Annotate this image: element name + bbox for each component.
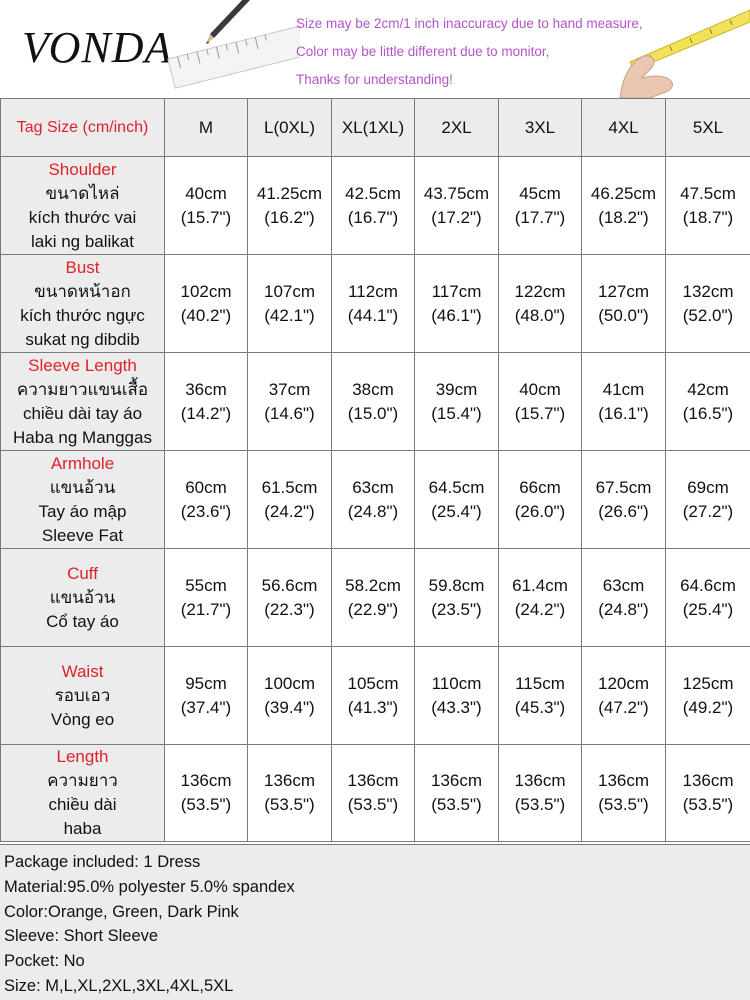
value-cm: 136cm <box>514 771 566 790</box>
value-inch: (24.8") <box>598 599 649 619</box>
size-value-cell <box>248 647 332 745</box>
value-cm: 132cm <box>682 281 734 301</box>
value-cm: 41.25cm <box>256 183 323 203</box>
value-inch: (14.6") <box>264 403 315 423</box>
value-cm: 63cm <box>602 575 645 595</box>
size-value-cell <box>582 745 666 842</box>
value-cm: 41cm <box>602 379 645 399</box>
value-cm: 45cm <box>519 183 561 203</box>
size-value-cell <box>582 647 666 745</box>
size-value-cell <box>582 451 666 549</box>
measurement-translation: ความยาวแขนเสื้อ <box>16 379 149 399</box>
spec-color: Color:Orange, Green, Dark Pink <box>4 902 239 921</box>
value-cm: 64.5cm <box>428 477 485 497</box>
size-header-row <box>1 99 750 157</box>
measurement-translation: แขนอ้วน <box>49 477 116 497</box>
value-cm: 125cm <box>682 673 734 693</box>
value-cm: 102cm <box>180 281 232 301</box>
measurement-translation: Vòng eo <box>50 709 115 729</box>
value-cm: 136cm <box>430 771 483 790</box>
measurement-translation: kích thước ngực <box>20 305 145 325</box>
value-cm: 36cm <box>185 379 227 399</box>
size-header-3xl: 3XL <box>499 99 582 157</box>
value-inch: (37.4") <box>180 697 232 717</box>
size-value-cell <box>499 157 582 255</box>
measurement-translation: Haba ng Manggas <box>13 427 152 447</box>
value-cm: 42cm <box>687 379 729 399</box>
size-value-cell <box>332 157 415 255</box>
value-cm: 60cm <box>185 477 227 497</box>
measurement-translation: Sleeve Fat <box>41 525 124 545</box>
size-value-cell <box>248 157 332 255</box>
measurement-label: Shoulder <box>48 159 117 179</box>
value-inch: (24.2") <box>514 599 566 619</box>
value-inch: (53.5") <box>264 795 315 814</box>
size-value-cell <box>666 255 750 353</box>
size-header-l: L(0XL) <box>248 99 332 157</box>
value-inch: (50.0") <box>598 305 649 325</box>
value-inch: (41.3") <box>347 697 399 717</box>
value-cm: 58.2cm <box>345 575 401 595</box>
brand-logo: VONDA <box>22 23 173 72</box>
measurement-row-waist <box>1 647 750 745</box>
value-cm: 66cm <box>519 477 561 497</box>
size-value-cell <box>666 745 750 842</box>
value-cm: 59.8cm <box>428 575 485 595</box>
size-value-cell <box>248 549 332 647</box>
measurement-label: Sleeve Length <box>28 355 137 375</box>
size-value-cell <box>499 353 582 451</box>
value-inch: (43.3") <box>431 697 482 717</box>
value-inch: (26.0") <box>514 501 566 521</box>
measurement-label: Length <box>56 747 109 766</box>
size-value-cell <box>666 451 750 549</box>
value-cm: 120cm <box>597 673 650 693</box>
value-inch: (16.1") <box>598 403 649 423</box>
size-header-5xl: 5XL <box>666 99 750 157</box>
value-inch: (47.2") <box>598 697 649 717</box>
measurement-label-cell <box>1 549 165 647</box>
value-inch: (17.2") <box>431 207 482 227</box>
size-value-cell <box>415 549 499 647</box>
pencil-icon <box>206 0 250 44</box>
size-value-cell <box>332 353 415 451</box>
measurement-translation: Cổ tay áo <box>46 611 119 631</box>
value-cm: 136cm <box>347 771 399 790</box>
value-cm: 56.6cm <box>261 575 318 595</box>
value-cm: 127cm <box>597 281 650 301</box>
size-value-cell <box>332 745 415 842</box>
note-thanks: Thanks for understanding! <box>296 72 453 87</box>
header-banner <box>0 0 750 98</box>
value-inch: (15.0") <box>347 403 399 423</box>
size-value-cell <box>332 647 415 745</box>
value-cm: 136cm <box>682 771 734 790</box>
value-inch: (21.7") <box>180 599 232 619</box>
value-inch: (53.5") <box>431 795 482 814</box>
measurement-translation: ขนาดหน้าอก <box>34 281 131 301</box>
value-inch: (49.2") <box>682 697 734 717</box>
size-value-cell <box>248 451 332 549</box>
value-cm: 69cm <box>687 477 729 497</box>
size-value-cell <box>165 549 248 647</box>
value-cm: 61.5cm <box>261 477 318 497</box>
measurement-label: Armhole <box>50 453 115 473</box>
measurement-translation: haba <box>63 819 102 838</box>
value-inch: (53.5") <box>598 795 649 814</box>
tape-measure-icon <box>610 0 750 98</box>
value-inch: (22.3") <box>264 599 315 619</box>
value-inch: (24.8") <box>347 501 399 521</box>
value-cm: 47.5cm <box>680 183 736 203</box>
value-inch: (44.1") <box>347 305 399 325</box>
value-inch: (16.5") <box>682 403 734 423</box>
value-inch: (48.0") <box>514 305 566 325</box>
value-cm: 64.6cm <box>680 575 736 595</box>
size-value-cell <box>248 353 332 451</box>
measurement-label-cell <box>1 157 165 255</box>
measurement-translation: ขนาดไหล่ <box>45 183 120 203</box>
value-cm: 46.25cm <box>590 183 657 203</box>
size-value-cell <box>248 255 332 353</box>
size-value-cell <box>165 353 248 451</box>
value-inch: (15.4") <box>431 403 482 423</box>
measurement-label: Cuff <box>67 563 98 583</box>
size-value-cell <box>165 451 248 549</box>
size-value-cell <box>666 549 750 647</box>
measurement-translation: laki ng balikat <box>30 231 134 251</box>
value-cm: 67.5cm <box>595 477 652 497</box>
value-inch: (25.4") <box>431 501 482 521</box>
value-inch: (23.5") <box>431 599 482 619</box>
size-header-m: M <box>165 99 248 157</box>
measurement-row-bust <box>1 255 750 353</box>
size-value-cell <box>499 451 582 549</box>
pencil-ruler-icon <box>150 0 300 98</box>
value-cm: 37cm <box>268 379 311 399</box>
measurement-label-cell <box>1 451 165 549</box>
size-value-cell <box>499 647 582 745</box>
measurement-translation: kích thước vai <box>28 207 137 227</box>
value-inch: (25.4") <box>682 599 734 619</box>
value-cm: 105cm <box>347 673 399 693</box>
value-cm: 39cm <box>435 379 478 399</box>
value-cm: 95cm <box>185 673 227 693</box>
measurement-translation: ความยาว <box>47 771 118 790</box>
value-inch: (14.2") <box>180 403 232 423</box>
value-cm: 40cm <box>519 379 561 399</box>
size-value-cell <box>165 647 248 745</box>
measurement-row-sleeve-length <box>1 353 750 451</box>
value-inch: (39.4") <box>264 697 315 717</box>
measurement-label-cell <box>1 255 165 353</box>
spec-package: Package included: 1 Dress <box>4 853 201 871</box>
value-cm: 110cm <box>431 673 482 693</box>
size-value-cell <box>332 549 415 647</box>
value-inch: (46.1") <box>431 305 482 325</box>
value-inch: (53.5") <box>682 795 734 814</box>
measurement-translation: chiều dài tay áo <box>22 403 143 423</box>
product-specs <box>0 844 750 1000</box>
value-cm: 40cm <box>185 183 227 203</box>
size-value-cell <box>499 549 582 647</box>
value-inch: (16.2") <box>264 207 315 227</box>
measurement-label-cell <box>1 353 165 451</box>
size-value-cell <box>582 157 666 255</box>
value-cm: 42.5cm <box>345 183 401 203</box>
value-inch: (53.5") <box>347 795 399 814</box>
value-cm: 136cm <box>597 771 650 790</box>
value-inch: (16.7") <box>347 207 399 227</box>
size-value-cell <box>582 353 666 451</box>
value-inch: (40.2") <box>180 305 232 325</box>
size-value-cell <box>666 157 750 255</box>
measurement-translation: แขนอ้วน <box>49 587 116 607</box>
value-inch: (23.6") <box>180 501 232 521</box>
value-inch: (53.5") <box>180 795 232 814</box>
value-cm: 107cm <box>263 281 316 301</box>
disclaimer-notes <box>296 10 643 94</box>
value-inch: (15.7") <box>514 403 566 423</box>
value-inch: (53.5") <box>514 795 566 814</box>
size-chart-table <box>0 98 750 842</box>
value-inch: (17.7") <box>514 207 566 227</box>
value-inch: (42.1") <box>264 305 315 325</box>
spec-size: Size: M,L,XL,2XL,3XL,4XL,5XL <box>4 976 234 995</box>
value-inch: (27.2") <box>682 501 734 521</box>
value-inch: (45.3") <box>514 697 566 717</box>
size-value-cell <box>415 255 499 353</box>
size-value-cell <box>415 745 499 842</box>
value-cm: 115cm <box>515 673 565 693</box>
size-value-cell <box>415 647 499 745</box>
value-cm: 43.75cm <box>423 183 490 203</box>
size-value-cell <box>499 745 582 842</box>
value-cm: 117cm <box>431 281 482 301</box>
tag-size-header: Tag Size (cm/inch) <box>1 99 165 157</box>
size-value-cell <box>165 255 248 353</box>
measurement-translation: sukat ng dibdib <box>25 329 140 349</box>
size-value-cell <box>415 157 499 255</box>
measurement-label-cell <box>1 647 165 745</box>
size-value-cell <box>666 647 750 745</box>
spec-sleeve: Sleeve: Short Sleeve <box>4 927 159 946</box>
size-header-2xl: 2XL <box>415 99 499 157</box>
value-cm: 112cm <box>348 281 398 301</box>
value-inch: (26.6") <box>598 501 649 521</box>
spec-pocket: Pocket: No <box>4 952 85 971</box>
value-cm: 100cm <box>263 673 316 693</box>
value-cm: 122cm <box>514 281 566 301</box>
value-inch: (18.7") <box>682 207 734 227</box>
value-cm: 55cm <box>185 575 227 595</box>
size-value-cell <box>666 353 750 451</box>
measurement-translation: Tay áo mập <box>38 501 127 521</box>
size-value-cell <box>499 255 582 353</box>
value-cm: 38cm <box>352 379 394 399</box>
size-value-cell <box>582 255 666 353</box>
size-value-cell <box>165 745 248 842</box>
size-value-cell <box>332 451 415 549</box>
size-value-cell <box>582 549 666 647</box>
measurement-row-cuff <box>1 549 750 647</box>
value-inch: (15.7") <box>180 207 232 227</box>
value-inch: (18.2") <box>598 207 649 227</box>
size-value-cell <box>165 157 248 255</box>
measurement-translation: รอบเอว <box>54 685 111 705</box>
size-value-cell <box>415 353 499 451</box>
size-value-cell <box>332 255 415 353</box>
size-header-4xl: 4XL <box>582 99 666 157</box>
size-value-cell <box>415 451 499 549</box>
value-cm: 63cm <box>352 477 394 497</box>
measurement-row-length <box>1 745 750 842</box>
value-inch: (22.9") <box>347 599 399 619</box>
size-header-xl: XL(1XL) <box>332 99 415 157</box>
value-cm: 136cm <box>180 771 232 790</box>
measurement-row-shoulder <box>1 157 750 255</box>
measurement-row-armhole <box>1 451 750 549</box>
measurement-label-cell <box>1 745 165 842</box>
note-measure: Size may be 2cm/1 inch inaccuracy due to hand measure, <box>296 16 643 31</box>
value-cm: 61.4cm <box>512 575 568 595</box>
measurement-label: Waist <box>61 661 104 681</box>
size-value-cell <box>248 745 332 842</box>
value-inch: (24.2") <box>264 501 315 521</box>
spec-material: Material:95.0% polyester 5.0% spandex <box>4 877 295 896</box>
measurement-translation: chiều dài <box>48 795 117 814</box>
measurement-label: Bust <box>65 257 100 277</box>
value-cm: 136cm <box>263 771 316 790</box>
note-color: Color may be little different due to monitor, <box>296 44 550 59</box>
value-inch: (52.0") <box>682 305 734 325</box>
